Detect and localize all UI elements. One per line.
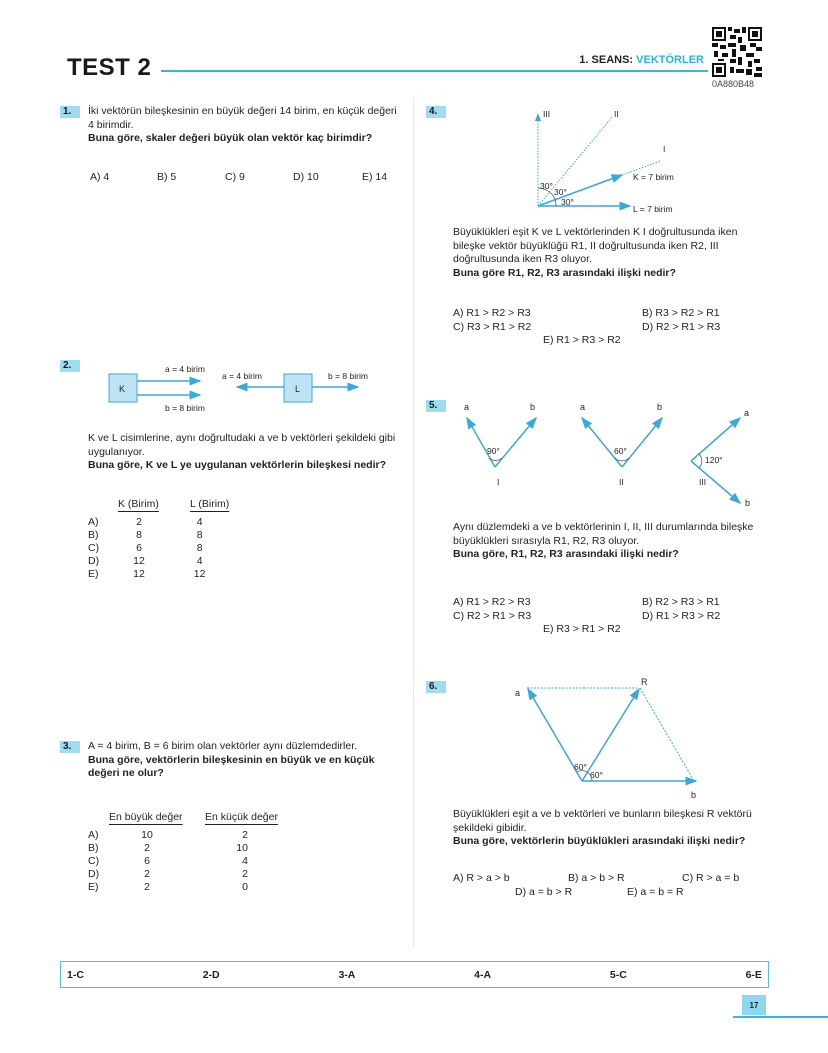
answer-key-4: 4-A (474, 968, 492, 981)
option-d[interactable]: D) R2 > R1 > R3 (642, 320, 721, 333)
question-3-text: A = 4 birim, B = 6 birim olan vektörler aynı düzlemdedirler. (88, 740, 358, 752)
question-6-prompt: Buna göre, vektörlerin büyüklükleri arasındaki ilişki nedir? (453, 835, 746, 847)
session-label (579, 54, 704, 66)
title-rule (161, 70, 708, 72)
option-e[interactable]: E) R3 > R1 > R2 (543, 623, 621, 635)
table-header-k: K (Birim) (118, 498, 159, 510)
answer-key-bar (60, 961, 769, 988)
table-header-l: L (Birim) (190, 498, 230, 510)
case-III-angle: 120° (705, 455, 723, 465)
l-vector-b-label: b = 8 birim (328, 371, 368, 381)
direction-I-label: I (663, 144, 666, 154)
k-vector-a-label: a = 4 birim (165, 364, 205, 374)
question-6-text: Büyüklükleri eşit a ve b vektörleri ve bunların bileşkesi R vektörü şekildeki gibidir. (453, 808, 752, 834)
question-5-text: Aynı düzlemdeki a ve b vektörlerinin I, II, III durumlarında bileşke büyüklükleri sırasıyla R1, R2, R3 oluyor. (453, 521, 754, 547)
min-value: 2 (242, 828, 248, 841)
max-value: 6 (144, 854, 150, 867)
l-value: 4 (196, 515, 203, 528)
min-value: 0 (242, 880, 248, 893)
question-3-prompt: Buna göre, vektörlerin bileşkesinin en büyük ve en küçük değeri ne olur? (88, 753, 375, 779)
answer-key-3: 3-A (338, 968, 356, 981)
table-header-min: En küçük değer (205, 811, 278, 823)
l-vector-a-label: a = 4 birim (222, 371, 262, 381)
question-1-body (88, 105, 398, 146)
min-value: 4 (242, 854, 248, 867)
row-label: B) (88, 841, 99, 854)
option-a[interactable]: A) R1 > R2 > R3 (453, 307, 531, 319)
row-label: A) (88, 515, 99, 528)
option-c[interactable]: C) 9 (225, 171, 245, 183)
page-number: 17 (742, 995, 766, 1015)
case-II-vector-b: b (657, 402, 663, 412)
l-value: 8 (196, 541, 203, 554)
row-label: D) (88, 554, 100, 567)
question-4-text: Büyüklükleri eşit K ve L vektörlerinden K I doğrultusunda iken bileşke vektör büyüklüğü R1, II doğrultusunda iken R2, III doğrultusunda iken R3 oluyor. (453, 226, 738, 265)
question-6-body (453, 808, 768, 849)
case-II-angle: 60° (614, 446, 627, 456)
min-value: 10 (236, 841, 248, 854)
option-e[interactable]: E) 14 (362, 171, 388, 183)
svg-text:L: L (295, 384, 301, 394)
question-2-diagram (100, 360, 400, 420)
table-row[interactable] (88, 867, 278, 880)
question-2-answer-table (88, 493, 229, 580)
vector-b-label: b (691, 790, 697, 800)
angle-label-2: 60° (590, 770, 603, 780)
row-label: B) (88, 528, 99, 541)
direction-III-label: III (543, 109, 551, 119)
option-c[interactable]: C) R3 > R1 > R2 (453, 320, 532, 333)
case-II-label: II (619, 477, 624, 487)
question-2-body (88, 432, 403, 473)
k-value: 8 (136, 528, 142, 541)
question-6-diagram (515, 680, 705, 790)
question-5-options (453, 596, 768, 637)
question-1-text: İki vektörün bileşkesinin en büyük değeri 14 birim, en küçük değeri 4 birimdir. (88, 105, 397, 131)
question-1-options (90, 171, 400, 183)
case-I-angle: 90° (487, 446, 500, 456)
option-c[interactable]: C) R > a = b (682, 872, 740, 884)
question-3-number: 3. (60, 741, 80, 753)
case-I-label: I (497, 477, 500, 487)
case-III-label: III (699, 477, 707, 487)
question-3-answer-table (88, 806, 278, 893)
row-label: D) (88, 867, 100, 880)
question-5-body (453, 521, 768, 562)
table-row[interactable] (88, 854, 278, 867)
question-2-number: 2. (60, 360, 80, 372)
row-label: E) (88, 880, 99, 893)
option-b[interactable]: B) a > b > R (568, 872, 625, 884)
column-divider (413, 97, 414, 947)
k-value: 2 (136, 515, 142, 528)
question-4-body (453, 226, 768, 280)
angle-label-3: 30° (561, 197, 574, 207)
footer-rule (733, 1016, 828, 1018)
answer-key-2: 2-D (202, 968, 220, 981)
max-value: 2 (144, 841, 150, 854)
option-d[interactable]: D) R1 > R3 > R2 (642, 609, 721, 622)
option-a[interactable]: A) 4 (90, 171, 110, 183)
option-c[interactable]: C) R2 > R1 > R3 (453, 609, 532, 622)
row-label: A) (88, 828, 99, 841)
table-header-max: En büyük değer (109, 811, 183, 823)
case-II-vector-a: a (580, 402, 586, 412)
question-4-prompt: Buna göre R1, R2, R3 arasındaki ilişki nedir? (453, 266, 676, 279)
answer-key-1: 1-C (67, 968, 84, 981)
l-value: 8 (196, 528, 203, 541)
l-value: 12 (193, 567, 206, 580)
table-row[interactable] (88, 567, 229, 580)
vector-a-label: a (515, 688, 521, 698)
option-b[interactable]: B) 5 (157, 171, 177, 183)
session-prefix: 1. SEANS: (579, 54, 637, 66)
option-b[interactable]: B) R2 > R3 > R1 (642, 596, 720, 608)
case-III-vector-a: a (744, 408, 750, 418)
min-value: 2 (242, 867, 248, 880)
table-row[interactable] (88, 515, 229, 528)
option-b[interactable]: B) R3 > R2 > R1 (642, 307, 720, 319)
k-value: 6 (136, 541, 142, 554)
table-row[interactable] (88, 841, 278, 854)
question-4-number: 4. (426, 106, 446, 118)
max-value: 2 (144, 880, 150, 893)
k-vector-b-label: b = 8 birim (165, 403, 205, 413)
k-value: 12 (133, 554, 145, 567)
option-a[interactable]: A) R > a > b (453, 872, 510, 884)
qr-code-icon[interactable] (712, 27, 762, 77)
page-title: TEST 2 (67, 54, 152, 81)
question-3-body (88, 740, 403, 781)
question-6-number: 6. (426, 681, 446, 693)
qr-code-label: 0A880B48 (712, 79, 755, 89)
table-row[interactable] (88, 554, 229, 567)
angle-label-1: 30° (540, 181, 553, 191)
row-label: C) (88, 854, 100, 867)
svg-text:K: K (119, 384, 126, 394)
question-5-number: 5. (426, 400, 446, 412)
case-I-vector-b: b (530, 402, 536, 412)
angle-label-1: 60° (574, 762, 587, 772)
question-2-prompt: Buna göre, K ve L ye uygulanan vektörlerin bileşkesi nedir? (88, 459, 386, 471)
option-e[interactable]: E) R1 > R3 > R2 (543, 334, 621, 346)
answer-key-6: 6-E (745, 968, 762, 981)
question-1-number: 1. (60, 106, 80, 118)
row-label: C) (88, 541, 100, 554)
question-5-prompt: Buna göre, R1, R2, R3 arasındaki ilişki nedir? (453, 548, 679, 560)
question-6-options (453, 872, 768, 899)
table-row[interactable] (88, 828, 278, 841)
session-topic: VEKTÖRLER (636, 54, 704, 66)
max-value: 10 (141, 828, 153, 841)
answer-key-5: 5-C (609, 968, 627, 981)
vector-r-label: R (641, 677, 648, 687)
l-value: 4 (196, 554, 203, 567)
vector-k-label: K = 7 birim (633, 172, 674, 182)
question-1-prompt: Buna göre, skaler değeri büyük olan vektör kaç birimdir? (88, 132, 373, 144)
k-value: 12 (133, 567, 145, 580)
case-I-vector-a: a (464, 402, 470, 412)
case-III-vector-b: b (745, 498, 751, 508)
option-a[interactable]: A) R1 > R2 > R3 (453, 596, 531, 608)
vector-l-label: L = 7 birim (633, 204, 673, 214)
direction-II-label: II (614, 109, 619, 119)
option-e[interactable]: E) a = b = R (627, 885, 684, 898)
table-row[interactable] (88, 528, 229, 541)
table-row[interactable] (88, 880, 278, 893)
question-4-diagram (530, 108, 680, 213)
question-2-text: K ve L cisimlerine, aynı doğrultudaki a ve b vektörleri şekildeki gibi uygulanıyor. (88, 432, 396, 458)
question-4-options (453, 307, 768, 348)
angle-label-2: 30° (554, 187, 567, 197)
row-label: E) (88, 567, 99, 580)
option-d[interactable]: D) 10 (293, 171, 319, 183)
table-row[interactable] (88, 541, 229, 554)
max-value: 2 (144, 867, 150, 880)
option-d[interactable]: D) a = b > R (515, 885, 573, 898)
